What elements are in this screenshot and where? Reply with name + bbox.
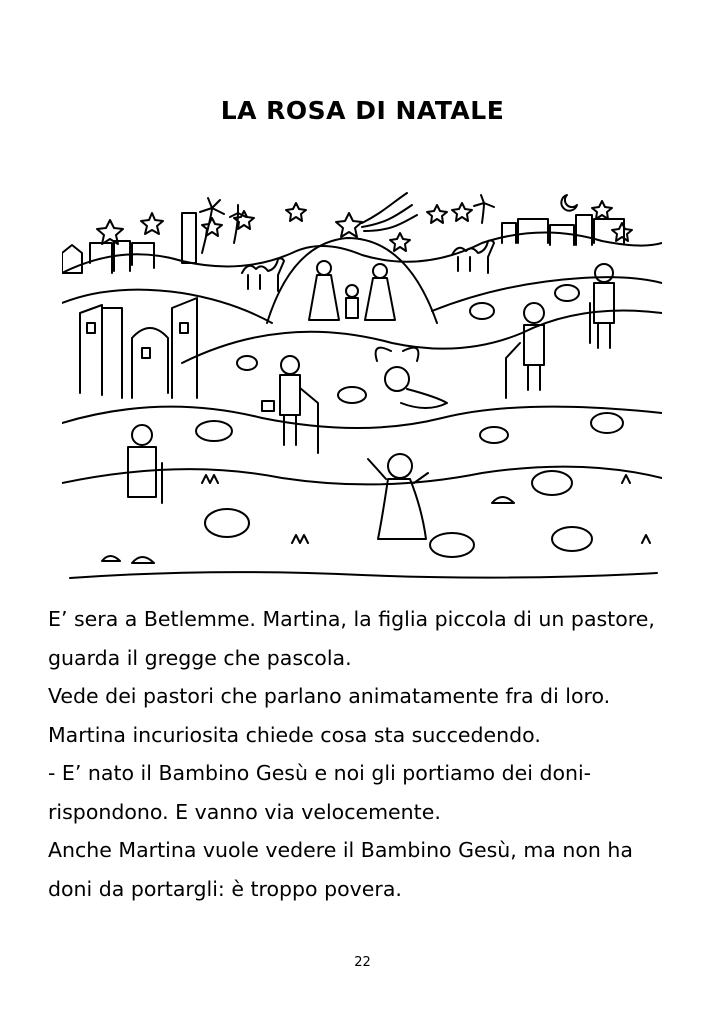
story-line: Vede dei pastori che parlano animatamente fra di loro. (48, 684, 611, 708)
hill-right-1 (432, 277, 662, 311)
story-text (48, 600, 688, 908)
moon-icon (561, 195, 577, 211)
page-number: 22 (354, 955, 371, 970)
hill-mid-left (62, 290, 272, 323)
rocks (102, 497, 514, 563)
shepherd-figure (262, 356, 318, 453)
houses-left (80, 298, 197, 398)
ground-line (70, 572, 657, 578)
comet-tail (362, 193, 417, 231)
story-line: rispondono. E vanno via velocemente. (48, 799, 441, 824)
shepherd-figure (128, 425, 162, 503)
story-line: guarda il gregge che pascola. (48, 645, 352, 670)
angel-figure (376, 348, 447, 408)
story-line: Anche Martina vuole vedere il Bambino Gesù, ma non ha (48, 838, 633, 862)
nativity-scene-illustration (62, 183, 662, 585)
story-line: E’ sera a Betlemme. Martina, la figlia piccola di un pastore, (48, 607, 655, 631)
hill-lower (62, 407, 662, 428)
page-title: LA ROSA DI NATALE (220, 96, 505, 125)
sheep-icon (196, 285, 623, 557)
martina-figure (368, 454, 428, 539)
camel-icon-2 (452, 240, 494, 273)
shepherd-figure (506, 303, 544, 398)
story-line: doni da portargli: è troppo povera. (48, 876, 402, 901)
story-line: - E’ nato il Bambino Gesù e noi gli portiamo dei doni- (48, 761, 592, 785)
story-line: Martina incuriosita chiede cosa sta succedendo. (48, 722, 541, 747)
holy-family (309, 261, 395, 320)
